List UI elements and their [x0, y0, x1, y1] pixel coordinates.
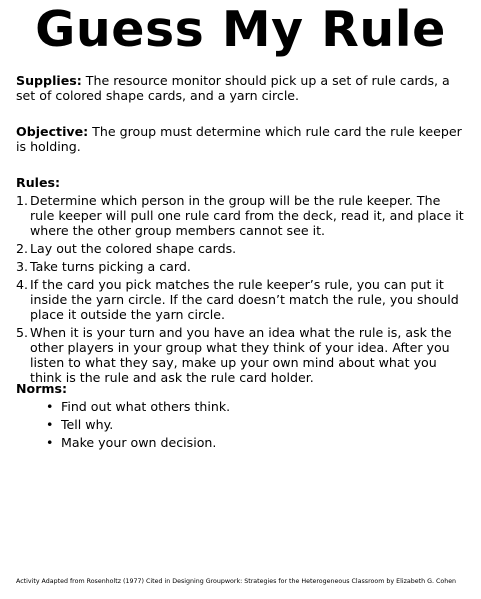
norm-item	[46, 417, 230, 432]
supplies-text: The resource monitor should pick up a set of rule cards, a set of colored shape cards, and a yarn circle.	[16, 73, 450, 103]
norm-item	[46, 435, 230, 450]
rule-item	[16, 325, 468, 385]
bullet-icon: •	[46, 417, 54, 432]
rule-number: 2.	[16, 241, 29, 256]
rule-item	[16, 277, 468, 322]
rule-item	[16, 259, 468, 274]
rule-item	[16, 193, 468, 238]
supplies-label: Supplies:	[16, 73, 82, 88]
norm-text: Find out what others think.	[61, 399, 231, 414]
rule-text: Take turns picking a card.	[30, 259, 191, 274]
norms-heading: Norms:	[16, 381, 68, 396]
norm-text: Make your own decision.	[61, 435, 217, 450]
objective-paragraph	[16, 124, 470, 154]
rule-number: 3.	[16, 259, 29, 274]
objective-label: Objective:	[16, 124, 89, 139]
rule-text: If the card you pick matches the rule keeper’s rule, you can put it inside the yarn circle. If the card doesn’t match the rule, you should place it outside the yarn circle.	[30, 277, 459, 322]
rule-item	[16, 241, 468, 256]
norm-text: Tell why.	[61, 417, 114, 432]
objective-text: The group must determine which rule card the rule keeper is holding.	[16, 124, 462, 154]
rules-list	[16, 193, 468, 388]
norm-item	[46, 399, 230, 414]
rule-text: When it is your turn and you have an idea what the rule is, ask the other players in your group what they think of your idea. After you listen to what they say, make up your own mind about what you think is the rule and ask the rule card holder.	[30, 325, 452, 385]
attribution-footer: Activity Adapted from Rosenholtz (1977) Cited in Designing Groupwork: Strategies for the Heterogeneous Classroom by Elizabeth G. Cohen	[16, 578, 457, 585]
rule-text: Lay out the colored shape cards.	[30, 241, 237, 256]
norms-list	[46, 399, 230, 453]
rules-heading: Rules:	[16, 175, 61, 190]
rule-text: Determine which person in the group will be the rule keeper. The rule keeper will pull one rule card from the deck, read it, and place it where the other group members cannot see it.	[30, 193, 464, 238]
supplies-paragraph	[16, 73, 470, 103]
page-title: Guess My Rule	[35, 1, 446, 58]
rule-number: 5.	[16, 325, 29, 340]
rule-number: 4.	[16, 277, 29, 292]
bullet-icon: •	[46, 435, 54, 450]
rule-number: 1.	[16, 193, 29, 208]
bullet-icon: •	[46, 399, 54, 414]
